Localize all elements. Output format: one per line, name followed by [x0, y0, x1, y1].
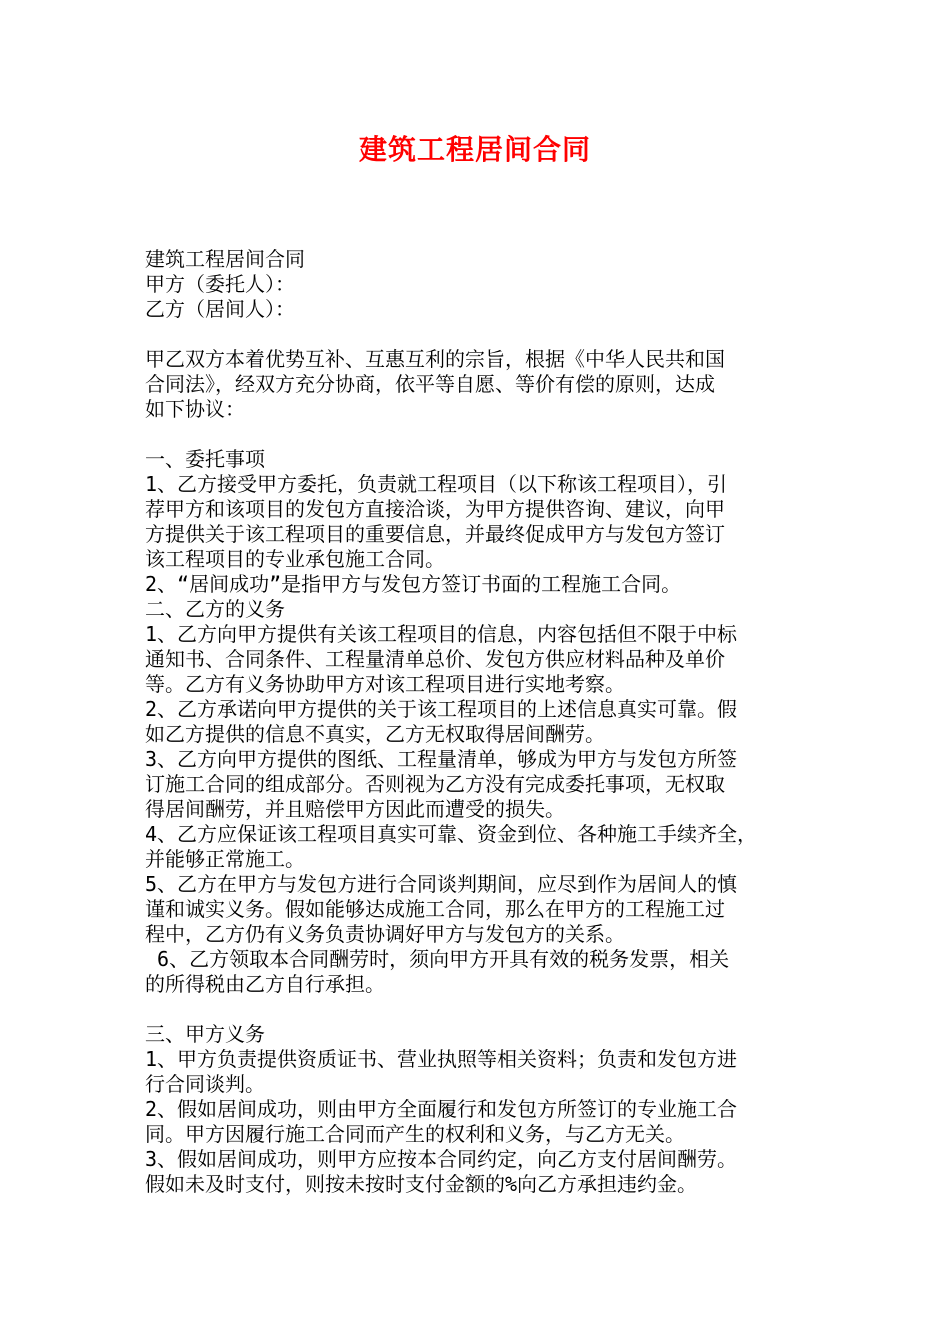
body-line: 同。甲方因履行施工合同而产生的权利和义务，与乙方无关。 [145, 1122, 685, 1146]
body-line: 二、乙方的义务 [145, 597, 285, 621]
body-line: 合同法》，经双方充分协商，依平等自愿、等价有偿的原则，达成 [145, 372, 715, 396]
body-line: 得居间酬劳，并且赔偿甲方因此而遭受的损失。 [145, 797, 565, 821]
body-line: 如乙方提供的信息不真实，乙方无权取得居间酬劳。 [145, 722, 605, 746]
body-line: 谨和诚实义务。假如能够达成施工合同，那么在甲方的工程施工过 [145, 897, 725, 921]
body-line: 6、乙方领取本合同酬劳时，须向甲方开具有效的税务发票，相关 [145, 947, 730, 971]
body-line: 行合同谈判。 [145, 1072, 265, 1096]
blank-line [145, 322, 825, 347]
body-line: 并能够正常施工。 [145, 847, 305, 871]
body-line: 三、甲方义务 [145, 1022, 265, 1046]
body-line: 通知书、合同条件、工程量清单总价、发包方供应材料品种及单价 [145, 647, 725, 671]
body-line: 2、“居间成功”是指甲方与发包方签订书面的工程施工合同。 [145, 572, 682, 596]
body-line: 1、乙方向甲方提供有关该工程项目的信息，内容包括但不限于中标 [145, 622, 738, 646]
body-line: 方提供关于该工程项目的重要信息，并最终促成甲方与发包方签订 [145, 522, 725, 546]
body-line: 甲乙双方本着优势互补、互惠互利的宗旨，根据《中华人民共和国 [145, 347, 725, 371]
body-line: 4、乙方应保证该工程项目真实可靠、资金到位、各种施工手续齐全， [145, 822, 758, 846]
body-line: 假如未及时支付，则按未按时支付金额的%向乙方承担违约金。 [145, 1172, 698, 1196]
body-line: 1、甲方负责提供资质证书、营业执照等相关资料；负责和发包方进 [145, 1047, 738, 1071]
body-line: 2、乙方承诺向甲方提供的关于该工程项目的上述信息真实可靠。假 [145, 697, 738, 721]
document-body [145, 247, 825, 1197]
body-line: 荐甲方和该项目的发包方直接洽谈，为甲方提供咨询、建议，向甲 [145, 497, 725, 521]
body-line: 一、委托事项 [145, 447, 265, 471]
body-line: 1、乙方接受甲方委托，负责就工程项目（以下称该工程项目），引 [145, 472, 728, 496]
document-title: 建筑工程居间合同 [358, 133, 591, 166]
body-line: 乙方（居间人）： [145, 297, 295, 321]
body-line: 等。乙方有义务协助甲方对该工程项目进行实地考察。 [145, 672, 625, 696]
body-line: 3、假如居间成功，则甲方应按本合同约定，向乙方支付居间酬劳。 [145, 1147, 738, 1171]
body-line: 5、乙方在甲方与发包方进行合同谈判期间，应尽到作为居间人的慎 [145, 872, 738, 896]
body-line: 订施工合同的组成部分。否则视为乙方没有完成委托事项，无权取 [145, 772, 725, 796]
blank-line [145, 422, 825, 447]
body-line: 建筑工程居间合同 [145, 247, 305, 271]
body-line: 程中，乙方仍有义务负责协调好甲方与发包方的关系。 [145, 922, 625, 946]
body-line: 3、乙方向甲方提供的图纸、工程量清单，够成为甲方与发包方所签 [145, 747, 738, 771]
blank-line [145, 997, 825, 1022]
body-line: 如下协议： [145, 397, 245, 421]
body-line: 的所得税由乙方自行承担。 [145, 972, 385, 996]
body-line: 甲方（委托人）： [145, 272, 295, 296]
body-line: 该工程项目的专业承包施工合同。 [145, 547, 445, 571]
body-line: 2、假如居间成功，则由甲方全面履行和发包方所签订的专业施工合 [145, 1097, 738, 1121]
